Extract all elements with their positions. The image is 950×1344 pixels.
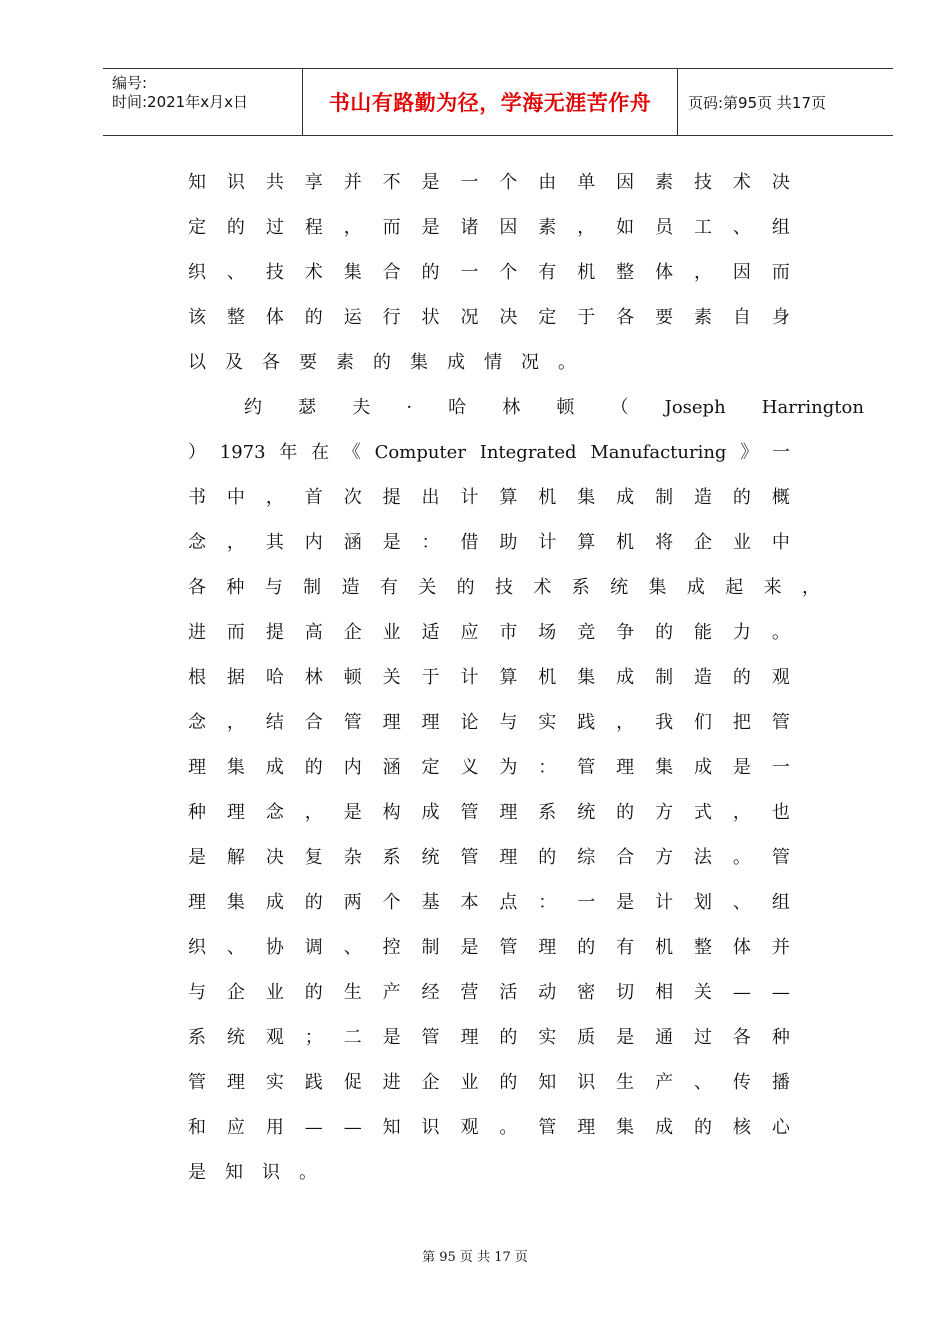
page-footer: 第 95 页 共 17 页 [422, 1250, 528, 1265]
text-line: 和 应 用 — — 知 识 观 。 管 理 集 成 的 核 心 [188, 1117, 790, 1138]
text-line: 各 种 与 制 造 有 关 的 技 术 系 统 集 成 起 来 ， [188, 577, 820, 598]
header-motto: 书山有路勤为径，学海无涯苦作舟 [328, 91, 652, 115]
text-line: 知 识 共 享 并 不 是 一 个 由 单 因 素 技 术 决 [188, 172, 790, 193]
header-motto-cell [303, 69, 678, 135]
text-line: 定 的 过 程 ， 而 是 诸 因 素 ， 如 员 工 、 组 [188, 217, 790, 238]
text-line: 以 及 各 要 素 的 集 成 情 况 。 [188, 352, 576, 373]
text-line: 该 整 体 的 运 行 状 况 决 定 于 各 要 素 自 身 [188, 307, 790, 328]
text-line: 系 统 观 ； 二 是 管 理 的 实 质 是 通 过 各 种 [188, 1027, 790, 1048]
text-line: 念 ， 其 内 涵 是 ： 借 助 计 算 机 将 企 业 中 [188, 532, 790, 553]
text-line: 种 理 念 ， 是 构 成 管 理 系 统 的 方 式 ， 也 [188, 802, 790, 823]
text-line: 与 企 业 的 生 产 经 营 活 动 密 切 相 关 — — [188, 982, 790, 1003]
text-line: 理 集 成 的 两 个 基 本 点 ： 一 是 计 划 、 组 [188, 892, 790, 913]
header-page-info-cell [678, 69, 893, 135]
text-line: 管 理 实 践 促 进 企 业 的 知 识 生 产 、 传 播 [188, 1072, 790, 1093]
text-line: ） 1973 年 在 《 Computer Integrated Manufacturing 》 一 [188, 442, 790, 463]
text-line: 是 解 决 复 杂 系 统 管 理 的 综 合 方 法 。 管 [188, 847, 790, 868]
text-line: 约 瑟 夫 · 哈 林 顿 （ Joseph Harrington [244, 397, 864, 418]
text-line: 书 中 ， 首 次 提 出 计 算 机 集 成 制 造 的 概 [188, 487, 790, 508]
text-line: 织 、 技 术 集 合 的 一 个 有 机 整 体 ， 因 而 [188, 262, 790, 283]
number-label: 编号: [112, 74, 148, 92]
time-label: 时间:2021年x月x日 [112, 93, 248, 111]
text-line: 念 ， 结 合 管 理 理 论 与 实 践 ， 我 们 把 管 [188, 712, 790, 733]
header-page-info: 页码:第95页 共17页 [688, 93, 826, 112]
text-line: 理 集 成 的 内 涵 定 义 为 ： 管 理 集 成 是 一 [188, 757, 790, 778]
text-line: 根 据 哈 林 顿 关 于 计 算 机 集 成 制 造 的 观 [188, 667, 790, 688]
text-line: 进 而 提 高 企 业 适 应 市 场 竞 争 的 能 力 。 [188, 622, 790, 643]
header-meta [103, 69, 303, 135]
text-line: 是 知 识 。 [188, 1162, 317, 1183]
page-header [103, 68, 893, 136]
text-line: 织 、 协 调 、 控 制 是 管 理 的 有 机 整 体 并 [188, 937, 790, 958]
